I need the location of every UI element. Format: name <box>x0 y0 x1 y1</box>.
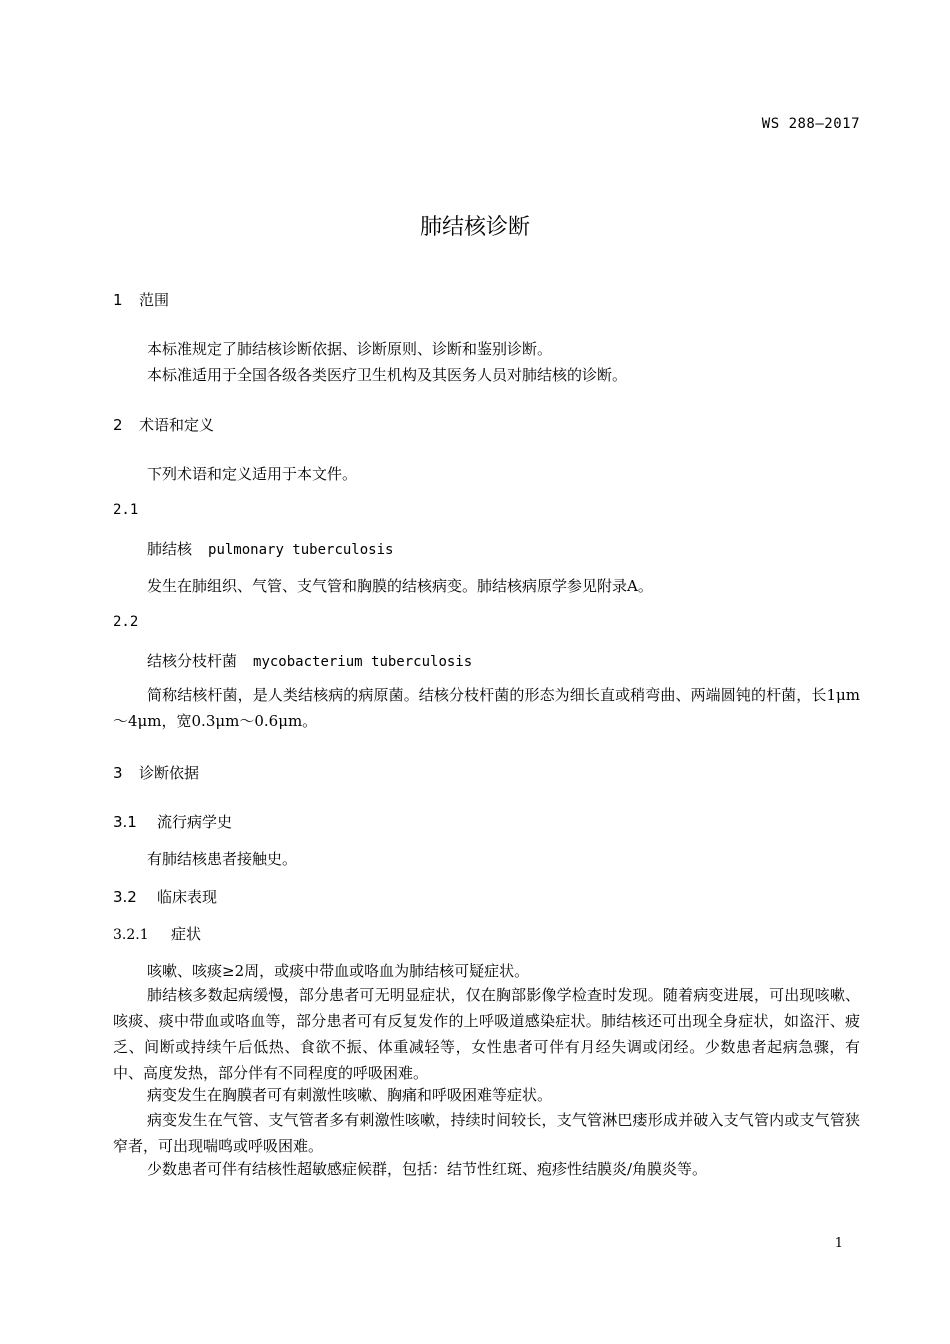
section-3-heading <box>113 762 199 783</box>
section-number: 3.2.1 <box>113 927 149 943</box>
section-number: 1 <box>113 291 123 309</box>
section-2-heading <box>113 414 214 435</box>
term-2-1-name <box>147 538 393 559</box>
page-number: 1 <box>834 1236 843 1251</box>
section-title: 诊断依据 <box>139 764 200 782</box>
scope-paragraph-1: 本标准规定了肺结核诊断依据、诊断原则、诊断和鉴别诊断。 <box>147 340 553 358</box>
section-title: 症状 <box>171 925 202 943</box>
document-code: WS 288—2017 <box>761 116 860 132</box>
section-1-heading <box>113 289 169 310</box>
term-2-2-definition: 简称结核杆菌，是人类结核病的病原菌。结核分枝杆菌的形态为细长直或稍弯曲、两端圆钝的杆菌，长1μm～4μm，宽0.3μm～0.6μm。 <box>113 686 860 730</box>
section-title: 临床表现 <box>157 888 218 906</box>
section-3-1-heading <box>113 811 232 832</box>
term-chinese: 肺结核 <box>147 540 193 558</box>
term-english: pulmonary tuberculosis <box>208 542 394 558</box>
term-english: mycobacterium tuberculosis <box>253 654 473 670</box>
symptom-paragraph-3: 病变发生在胸膜者可有刺激性咳嗽、胸痛和呼吸困难等症状。 <box>147 1086 553 1104</box>
section-title: 流行病学史 <box>157 813 233 831</box>
symptom-paragraph-5: 少数患者可伴有结核性超敏感症候群，包括：结节性红斑、疱疹性结膜炎/角膜炎等。 <box>147 1160 708 1178</box>
term-chinese: 结核分枝杆菌 <box>147 652 238 670</box>
section-3-2-heading <box>113 886 217 907</box>
term-2-2-name <box>147 650 472 671</box>
symptom-paragraph-1: 咳嗽、咳痰≥2周，或痰中带血或咯血为肺结核可疑症状。 <box>147 962 530 980</box>
section-number: 3.1 <box>113 813 137 831</box>
section-number: 3.2 <box>113 888 137 906</box>
section-title: 范围 <box>139 291 170 309</box>
symptom-paragraph-4: 病变发生在气管、支气管者多有刺激性咳嗽，持续时间较长，支气管淋巴瘘形成并破入支气管内或支气管狭窄者，可出现喘鸣或呼吸困难。 <box>113 1111 860 1155</box>
scope-paragraph-2: 本标准适用于全国各级各类医疗卫生机构及其医务人员对肺结核的诊断。 <box>147 366 628 384</box>
section-number: 2 <box>113 416 123 434</box>
terms-intro-paragraph: 下列术语和定义适用于本文件。 <box>147 465 358 483</box>
section-3-2-1-heading <box>113 923 201 944</box>
term-2-2-number: 2.2 <box>113 614 139 630</box>
page-title: 肺结核诊断 <box>419 215 530 240</box>
term-2-1-number: 2.1 <box>113 502 139 518</box>
epidemiology-paragraph: 有肺结核患者接触史。 <box>147 850 298 868</box>
symptom-paragraph-2: 肺结核多数起病缓慢，部分患者可无明显症状，仅在胸部影像学检查时发现。随着病变进展，可出现咳嗽、咳痰、痰中带血或咯血等，部分患者可有反复发作的上呼吸道感染症状。肺结核还可出现全身症状，如盗汗、疲乏、间断或持续午后低热、食欲不振、体重减轻等，女性患者可伴有月经失调或闭经。少数患者起病急骤，有中、高度发热，部分伴有不同程度的呼吸困难。 <box>113 986 860 1082</box>
term-2-1-definition: 发生在肺组织、气管、支气管和胸膜的结核病变。肺结核病原学参见附录A。 <box>147 577 653 595</box>
section-title: 术语和定义 <box>139 416 215 434</box>
section-number: 3 <box>113 764 123 782</box>
